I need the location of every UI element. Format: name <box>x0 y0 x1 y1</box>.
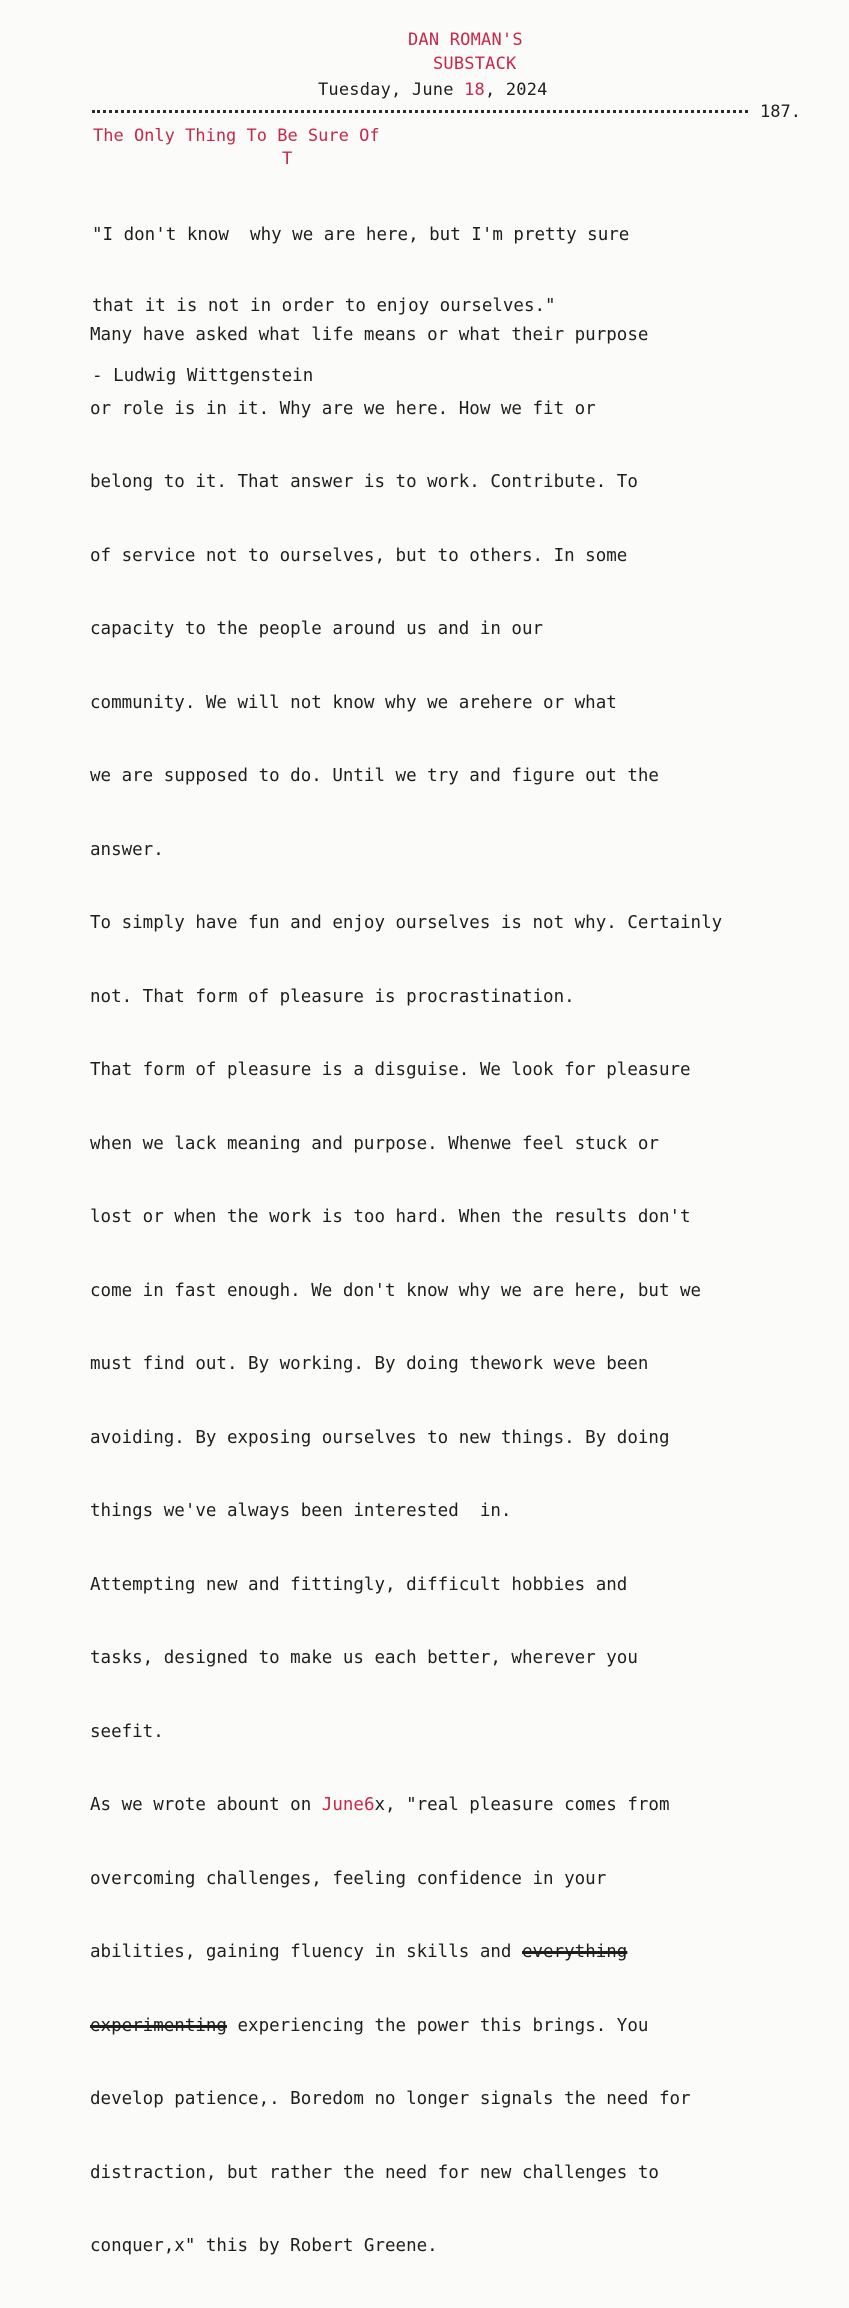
body-line: To simply have fun and enjoy ourselves is not why. Certainly <box>90 913 723 933</box>
closing-text: x, "real pleasure comes from <box>374 1795 670 1815</box>
struck-word: experimenting <box>90 2015 227 2036</box>
body-line: not. That form of pleasure is procrastination. <box>90 986 575 1007</box>
body-line: or role is in it. Why are we here. How we fit or <box>90 398 596 419</box>
body-line: of service not to ourselves, but to others. In some <box>90 545 628 566</box>
date-day: 18 <box>464 80 485 100</box>
dotted-divider <box>92 104 748 113</box>
quote-line: that it is not in order to enjoy ourselves." <box>92 295 556 316</box>
body-line: lost or when the work is too hard. When the results don't <box>90 1207 691 1227</box>
body-line: Attempting new and fittingly, difficult hobbies and <box>90 1574 628 1595</box>
closing-line: overcoming challenges, feeling confidence in your <box>90 1868 607 1889</box>
body-line: we are supposed to do. Until we try and figure out the <box>90 766 659 786</box>
quote-line: "I don't know why we are here, but I'm pretty sure <box>92 225 630 245</box>
body-line: seefit. <box>90 1721 164 1742</box>
body-line: That form of pleasure is a disguise. We look for pleasure <box>90 1060 691 1080</box>
closing-line: conquer,x" this by Robert Greene. <box>90 2236 438 2256</box>
body-line: Many have asked what life means or what their purpose <box>90 325 649 345</box>
masthead-line2: SUBSTACK <box>433 54 517 74</box>
date-line <box>318 80 548 100</box>
body-line: tasks, designed to make us each better, wherever you <box>90 1648 638 1668</box>
struck-word: everything <box>521 1942 628 1962</box>
body-line: must find out. By working. By doing thework weve been <box>90 1354 649 1374</box>
date-suffix: , 2024 <box>484 80 548 100</box>
closing-line <box>90 1793 722 1818</box>
closing-date-ref: June6 <box>321 1795 375 1815</box>
masthead-line1: DAN ROMAN'S <box>408 30 523 50</box>
date-prefix: Tuesday, June <box>318 80 465 100</box>
body-line: community. We will not know why we arehere or what <box>90 692 617 713</box>
quote-attribution: - Ludwig Wittgenstein <box>92 366 314 386</box>
body-line: when we lack meaning and purpose. Whenwe feel stuck or <box>90 1133 659 1154</box>
body-line: belong to it. That answer is to work. Contribute. To <box>90 472 638 492</box>
page-number: 187. <box>760 102 801 122</box>
closing-line: distraction, but rather the need for new challenges to <box>90 2162 659 2183</box>
body-line: answer. <box>90 839 164 860</box>
article-title: The Only Thing To Be Sure Of <box>93 126 380 146</box>
body-line: avoiding. By exposing ourselves to new things. By doing <box>90 1427 670 1448</box>
body-line: come in fast enough. We don't know why we are here, but we <box>90 1280 702 1301</box>
closing-line <box>90 1940 722 1965</box>
closing-text: As we wrote abount on <box>90 1795 322 1815</box>
closing-line <box>90 2014 722 2039</box>
article-body <box>90 274 722 2308</box>
closing-text: abilities, gaining fluency in skills and <box>90 1942 522 1962</box>
title-overtype-mark: T <box>282 149 293 169</box>
body-line: capacity to the people around us and in our <box>90 619 544 639</box>
closing-line: develop patience,. Boredom no longer signals the need for <box>90 2089 691 2109</box>
closing-text: experiencing the power this brings. You <box>226 2015 649 2036</box>
body-line: things we've always been interested in. <box>90 1501 512 1521</box>
